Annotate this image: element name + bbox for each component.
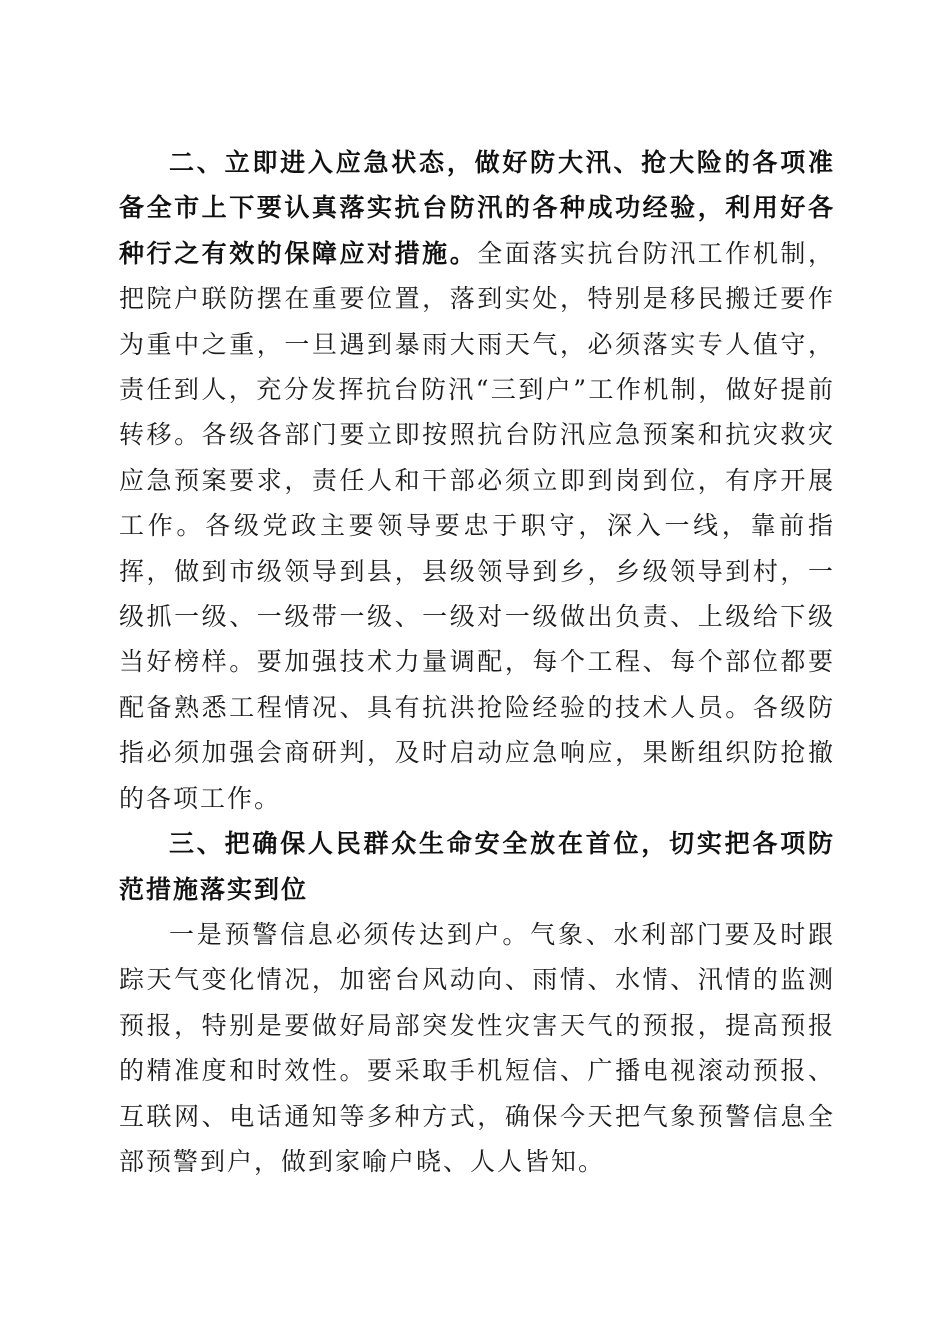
section-2-body: 全面落实抗台防汛工作机制，把院户联防摆在重要位置，落到实处，特别是移民搬迁要作为重中之重，一旦遇到暴雨大雨天气，必须落实专人值守，责任到人，充分发挥抗台防汛“三到户”工作机制，做好提前转移。各级各部门要立即按照抗台防汛应急预案和抗灾救灾应急预案要求，责任人和干部必须立即到岗到位，有序开展工作。各级党政主要领导要忠于职守，深入一线，靠前指挥，做到市级领导到县，县级领导到乡，乡级领导到村，一级抓一级、一级带一级、一级对一级做出负责、上级给下级当好榜样。要加强技术力量调配，每个工程、每个部位都要配备熟悉工程情况、具有抗洪抢险经验的技术人员。各级防指必须加强会商研判，及时启动应急响应，果断组织防抢撤的各项工作。: [119, 238, 835, 813]
document-body: [119, 140, 835, 1184]
section-2-lead: 全市上下要认真落实抗台防汛的各种成功经验，利用好各种行之有效的保障应对措施。: [119, 193, 835, 268]
section-2-heading: 二、立即进入应急状态，做好防大汛、抢大险的各项准备: [119, 148, 835, 223]
section-3-heading: 三、把确保人民群众生命安全放在首位，切实把各项防范措施落实到位: [119, 829, 835, 904]
section-3-item-1: 一是预警信息必须传达到户。气象、水利部门要及时跟踪天气变化情况，加密台风动向、雨情、水情、汛情的监测预报，特别是要做好局部突发性灾害天气的预报，提高预报的精准度和时效性。要采取手机短信、广播电视滚动预报、互联网、电话通知等多种方式，确保今天把气象预警信息全部预警到户，做到家喻户晓、人人皆知。: [119, 919, 835, 1176]
section-2-paragraph: [119, 140, 835, 821]
